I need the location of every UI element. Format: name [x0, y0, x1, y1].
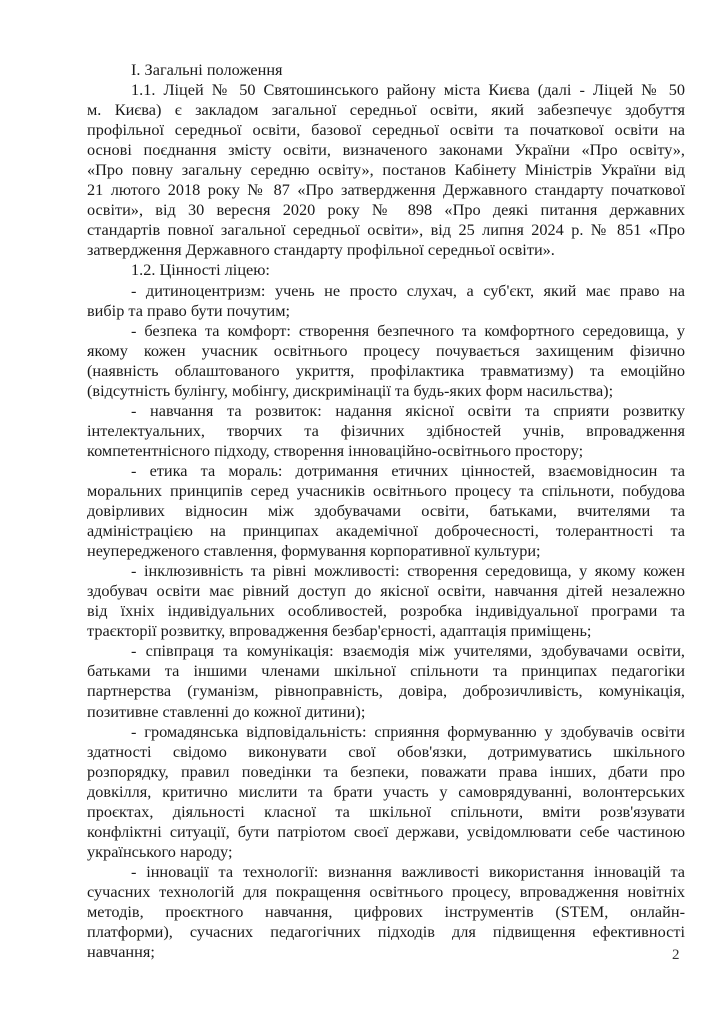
- section-title: [87, 60, 685, 80]
- value-item: [87, 321, 685, 401]
- text-line: - інклюзивність та рівні можливості: створення середовища, у якому кожен: [131, 561, 685, 581]
- text-line: довкілля, критично мислити та брати участь у самоврядуванні, волонтерських: [87, 781, 685, 801]
- text-line: інтелектуальних, творчих та фізичних здібностей учнів, впровадження: [87, 420, 685, 440]
- text-line: навчання;: [87, 942, 155, 962]
- value-item: [87, 641, 685, 721]
- text-line: вибір та право бути почутим;: [87, 300, 291, 320]
- text-line: позитивне ставленні до кожної дитини);: [87, 701, 366, 721]
- text-line: розпорядку, правил поведінки та безпеки, поважати права інших, дбати про: [87, 761, 685, 781]
- value-item: [87, 281, 685, 321]
- value-item: [87, 561, 685, 641]
- text-line: методів, проєктного навчання, цифрових інструментів (STEM, онлайн-: [87, 901, 685, 921]
- text-line: проєктах, діяльності класної та шкільної спільноти, вміти розв'язувати: [87, 801, 685, 821]
- value-item: [87, 401, 685, 461]
- page-number: 2: [672, 947, 680, 963]
- text-line: платформи), сучасних педагогічних підходів для підвищення ефективності: [87, 922, 685, 942]
- text-line: здобувач освіти має рівний доступ до якісної освіти, навчання дітей незалежно: [87, 581, 685, 601]
- text-line: партнерства (гуманізм, рівноправність, довіра, доброзичливість, комунікація,: [87, 681, 685, 701]
- paragraph-p1-1: [87, 80, 685, 260]
- value-item: [87, 862, 685, 962]
- text-line: якому кожен учасник освітнього процесу почувається захищеним фізично: [87, 340, 685, 360]
- paragraphs: [87, 80, 685, 962]
- document-page: [87, 60, 685, 962]
- text-line: 21 лютого 2018 року № 87 «Про затвердження Державного стандарту початкової: [87, 180, 685, 200]
- text-line: - дитиноцентризм: учень не просто слухач, а суб'єкт, який має право на: [131, 280, 685, 300]
- text-line: «Про повну загальну середню освіту», постанов Кабінету Міністрів України від: [87, 160, 685, 180]
- text-line: основі поєднання змісту освіти, визначеного законами України «Про освіту»,: [87, 140, 685, 160]
- text-line: траєкторії розвитку, впровадження безбар'єрності, адаптація приміщень;: [87, 621, 592, 641]
- text-line: батьками та іншими членами шкільної спільноти та принципах педагогіки: [87, 661, 685, 681]
- text-line: - інновації та технології: визнання важливості використання інновацій та: [131, 861, 685, 881]
- text-line: 1.1. Ліцей № 50 Святошинського району міста Києва (далі - Ліцей № 50: [131, 80, 685, 100]
- text-line: 1.2. Цінності ліцею:: [131, 260, 270, 280]
- text-line: м. Києва) є закладом загальної середньої освіти, який забезпечує здобуття: [87, 100, 685, 120]
- text-line: довірливих відносин між здобувачами освіти, батьками, вчителями та: [87, 501, 685, 521]
- text-line: - громадянська відповідальність: сприяння формуванню у здобувачів освіти: [131, 721, 685, 741]
- text-line: здатності свідомо виконувати свої обов'язки, дотримуватись шкільного: [87, 741, 685, 761]
- text-line: від їхніх індивідуальних особливостей, розробка індивідуальної програми та: [87, 601, 685, 621]
- text-line: моральних принципів серед учасників освітнього процесу та спільноти, побудова: [87, 480, 685, 500]
- text-line: сучасних технологій для покращення освітнього процесу, впровадження новітніх: [87, 881, 685, 901]
- text-line: адміністрацією на принципах академічної доброчесності, толерантності та: [87, 521, 685, 541]
- text-line: стандартів повної загальної середньої освіти», від 25 липня 2024 р. № 851 «Про: [87, 220, 685, 240]
- text-line: - безпека та комфорт: створення безпечного та комфортного середовища, у: [131, 320, 685, 340]
- text-line: профільної середньої освіти, базової середньої освіти та початкової освіти на: [87, 120, 685, 140]
- text-line: освіти», від 30 вересня 2020 року № 898 «Про деякі питання державних: [87, 200, 685, 220]
- text-line: конфліктні ситуації, бути патріотом своєї держави, усвідомлювати себе частиною: [87, 821, 685, 841]
- text-line: українського народу;: [87, 841, 233, 861]
- section-title-text: І. Загальні положення: [131, 60, 283, 79]
- text-line: - етика та мораль: дотримання етичних цінностей, взаємовідносин та: [131, 460, 685, 480]
- text-line: затвердження Державного стандарту профільної середньої освіти».: [87, 240, 555, 260]
- text-line: неупередженого ставлення, формування корпоративної культури;: [87, 541, 541, 561]
- text-line: (наявність облаштованого укриття, профілактика травматизму) та емоційно: [87, 360, 685, 380]
- value-item: [87, 722, 685, 862]
- text-line: - співпраця та комунікація: взаємодія між учителями, здобувачами освіти,: [131, 641, 685, 661]
- text-line: (відсутність булінгу, мобінгу, дискримінації та будь-яких форм насильства);: [87, 380, 614, 400]
- text-line: компетентнісного підходу, створення інноваційно-освітнього простору;: [87, 440, 584, 460]
- text-line: - навчання та розвиток: надання якісної освіти та сприяти розвитку: [131, 400, 685, 420]
- paragraph-p1-2: [87, 260, 685, 280]
- value-item: [87, 461, 685, 561]
